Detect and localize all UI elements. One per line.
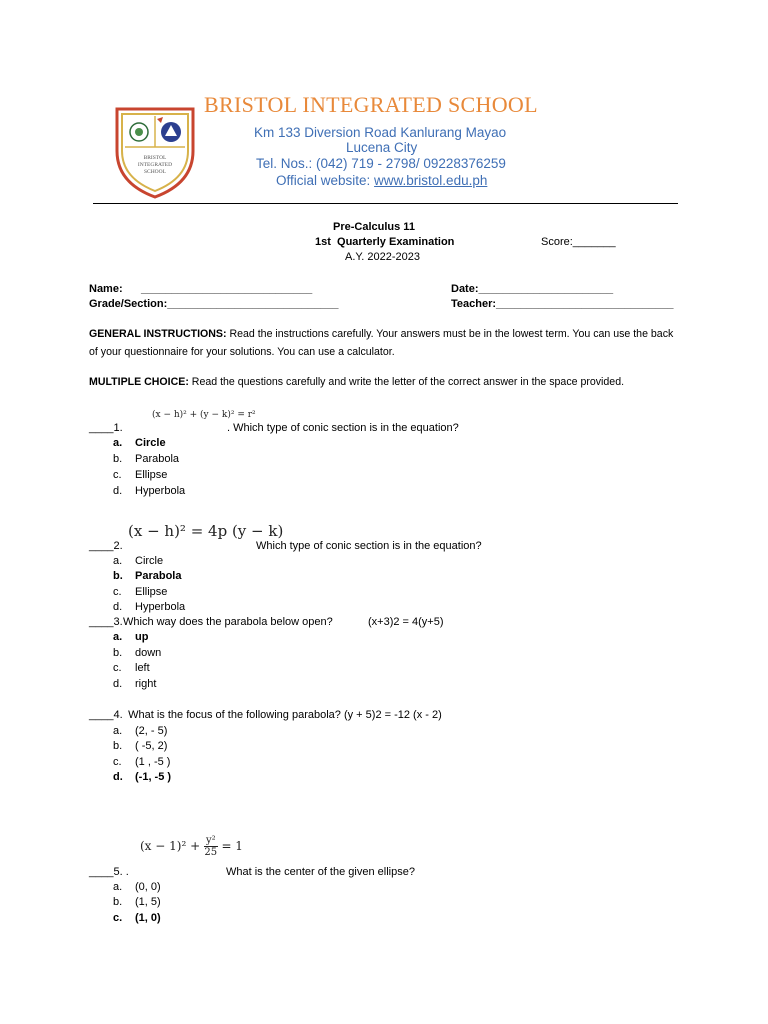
- q1-choice-b: [113, 453, 179, 465]
- score-field: Score:_______: [541, 236, 616, 248]
- q4-choice-b: [113, 740, 167, 752]
- q4-question-text: What is the focus of the following parabola? (y + 5)2 = -12 (x - 2): [122, 709, 442, 721]
- q1-answer-blank: ____1.: [89, 422, 123, 434]
- choice-text: (2, - 5): [135, 725, 168, 737]
- choice-text: (1, 0): [135, 912, 161, 924]
- subject-title: Pre-Calculus 11: [333, 221, 415, 233]
- website-link[interactable]: www.bristol.edu.ph: [374, 173, 488, 188]
- choice-letter: b.: [113, 740, 123, 752]
- q5-equation-lead: (x − 1)² +: [140, 839, 204, 853]
- choice-text: right: [135, 678, 157, 690]
- svg-text:SCHOOL: SCHOOL: [143, 169, 167, 175]
- q3-answer-blank: ____3.: [89, 616, 123, 628]
- teacher-field: Teacher:_____________________________: [451, 298, 674, 310]
- q5-fraction-denominator: 25: [204, 847, 218, 858]
- choice-text: (1, 5): [135, 896, 161, 908]
- website-label: Official website:: [276, 173, 375, 188]
- choice-letter: c.: [113, 912, 123, 924]
- choice-letter: a.: [113, 555, 123, 567]
- academic-year: A.Y. 2022-2023: [345, 251, 421, 263]
- q2-question-text: Which type of conic section is in the equation?: [256, 540, 482, 552]
- choice-text: Circle: [135, 555, 164, 567]
- choice-letter: d.: [113, 771, 123, 783]
- q1-choice-c: [113, 469, 167, 481]
- q3-choice-d: [113, 678, 156, 690]
- q3-choice-c: [113, 662, 150, 674]
- choice-text: Circle: [135, 437, 166, 449]
- q5-equation: [140, 835, 243, 858]
- q2-choice-d: [113, 601, 185, 613]
- choice-letter: a.: [113, 631, 123, 643]
- choice-letter: b.: [113, 647, 123, 659]
- header-divider: [93, 203, 678, 204]
- q5-answer-blank: ____5. .: [89, 866, 129, 878]
- choice-text: Parabola: [135, 570, 182, 582]
- choice-letter: a.: [113, 725, 123, 737]
- choice-letter: c.: [113, 586, 122, 598]
- address-line-2: Lucena City: [346, 140, 418, 155]
- q5-choice-c: [113, 912, 161, 924]
- q2-choice-b: [113, 570, 181, 582]
- svg-text:BRISTOL: BRISTOL: [143, 155, 167, 161]
- grade-section-field: Grade/Section:____________________________: [89, 298, 339, 310]
- q1-equation: (x − h)² + (y − k)² = r²: [152, 410, 256, 420]
- date-field: Date:______________________: [451, 283, 614, 295]
- svg-text:INTEGRATED: INTEGRATED: [137, 162, 173, 168]
- q3-equation: (x+3)2 = 4(y+5): [368, 616, 444, 628]
- choice-text: ( -5, 2): [135, 740, 168, 752]
- q1-choice-a: [113, 437, 166, 449]
- choice-text: Hyperbola: [135, 601, 186, 613]
- choice-letter: d.: [113, 485, 123, 497]
- q2-answer-blank: ____2.: [89, 540, 123, 552]
- q1-question-text: . Which type of conic section is in the equation?: [227, 422, 459, 434]
- q2-choice-a: [113, 555, 163, 567]
- choice-letter: a.: [113, 881, 123, 893]
- choice-text: Hyperbola: [135, 485, 186, 497]
- name-label: Name:: [89, 283, 123, 295]
- q2-equation: (x − h)² = 4p (y − k): [128, 522, 284, 540]
- q3-choice-b: [113, 647, 161, 659]
- choice-letter: b.: [113, 453, 123, 465]
- choice-letter: c.: [113, 469, 122, 481]
- name-field: [89, 283, 312, 295]
- q5-fraction: [204, 835, 218, 858]
- choice-text: Parabola: [135, 453, 180, 465]
- q2-choice-c: [113, 586, 167, 598]
- choice-text: down: [135, 647, 162, 659]
- telephone-numbers: Tel. Nos.: (042) 719 - 2798/ 09228376259: [256, 156, 506, 171]
- choice-letter: c.: [113, 662, 122, 674]
- q4-choice-d: [113, 771, 171, 783]
- choice-text: (-1, -5 ): [135, 771, 172, 783]
- q3-question-text: Which way does the parabola below open?: [123, 616, 333, 628]
- q5-question-text: What is the center of the given ellipse?: [226, 866, 415, 878]
- q5-choice-b: [113, 896, 161, 908]
- q3-choice-a: [113, 631, 148, 643]
- choice-text: (0, 0): [135, 881, 161, 893]
- choice-text: left: [135, 662, 150, 674]
- choice-text: Ellipse: [135, 469, 168, 481]
- q4-choice-a: [113, 725, 167, 737]
- multiple-choice-label: MULTIPLE CHOICE:: [89, 376, 189, 388]
- choice-text: (1 , -5 ): [135, 756, 171, 768]
- general-instructions-text: Read the instructions carefully. Your answers must be in the lowest term. You can use the back of your questionnaire for your solutions. You can use a calculator.: [89, 328, 674, 358]
- exam-title: 1st Quarterly Examination: [315, 236, 455, 248]
- school-name: BRISTOL INTEGRATED SCHOOL: [204, 92, 538, 117]
- choice-letter: d.: [113, 601, 123, 613]
- q4-answer-blank: ____4.: [89, 709, 123, 721]
- general-instructions-label: GENERAL INSTRUCTIONS:: [89, 328, 227, 340]
- address-line-1: Km 133 Diversion Road Kanlurang Mayao: [254, 125, 507, 140]
- q5-equation-tail: = 1: [217, 839, 243, 853]
- choice-letter: d.: [113, 678, 123, 690]
- q4-choice-c: [113, 756, 170, 768]
- general-instructions: [89, 325, 679, 361]
- school-logo: [113, 103, 197, 199]
- multiple-choice-text: Read the questions carefully and write the letter of the correct answer in the space provided.: [188, 376, 625, 388]
- choice-letter: c.: [113, 756, 122, 768]
- q1-choice-d: [113, 485, 185, 497]
- choice-letter: a.: [113, 437, 123, 449]
- name-line: ____________________________: [140, 283, 313, 295]
- choice-letter: b.: [113, 570, 123, 582]
- choice-text: Ellipse: [135, 586, 168, 598]
- website-line: [276, 173, 487, 188]
- q5-fraction-numerator: y²: [205, 835, 216, 846]
- choice-text: up: [135, 631, 149, 643]
- q5-choice-a: [113, 881, 161, 893]
- choice-letter: b.: [113, 896, 123, 908]
- multiple-choice-instructions: [89, 373, 679, 391]
